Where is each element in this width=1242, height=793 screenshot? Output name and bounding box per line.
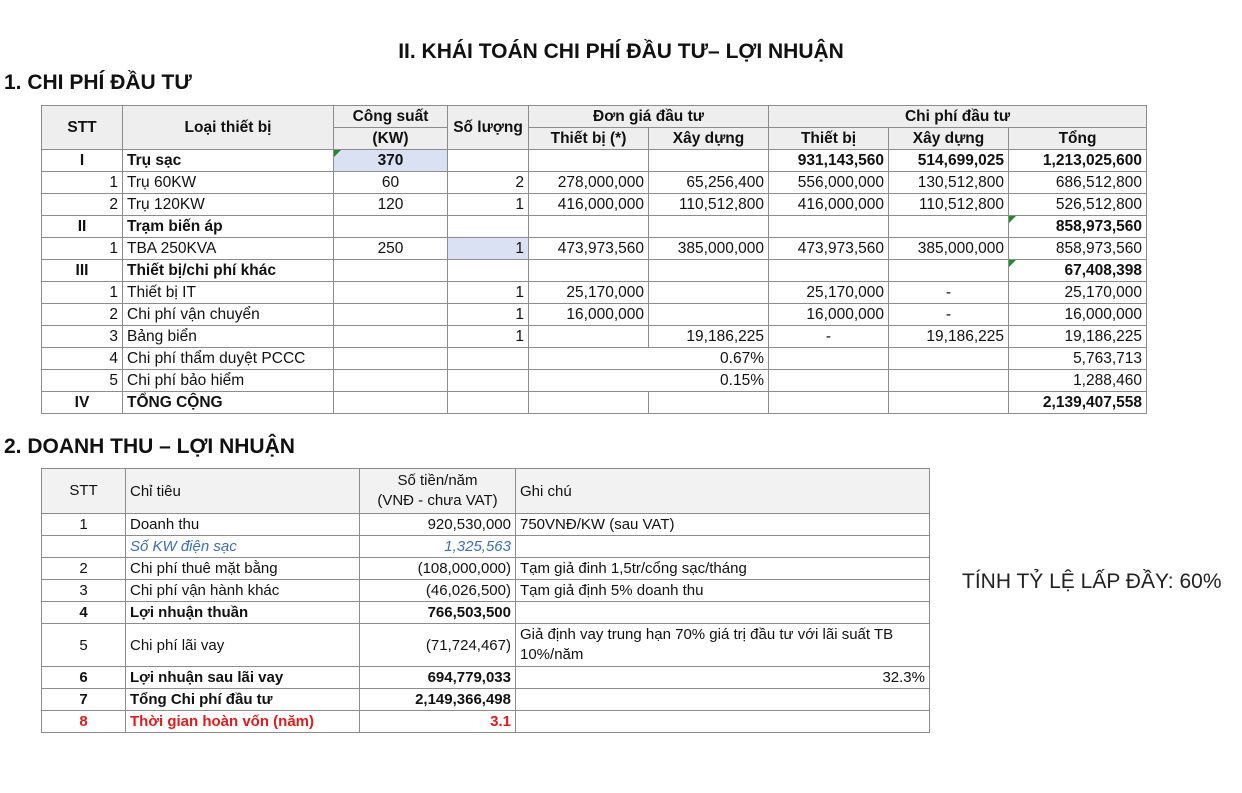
indicator-cell: Lợi nhuận sau lãi vay xyxy=(126,667,360,689)
stt-cell: 3 xyxy=(42,326,123,348)
capacity-cell xyxy=(334,392,448,414)
cost-equipment-cell: 931,143,560 xyxy=(769,150,889,172)
header-unit-equipment: Thiết bị (*) xyxy=(529,128,649,150)
capacity-cell xyxy=(334,304,448,326)
stt-cell: I xyxy=(42,150,123,172)
table-row xyxy=(42,194,1147,216)
capacity-cell xyxy=(334,282,448,304)
total-cell: 686,512,800 xyxy=(1009,172,1147,194)
note-cell xyxy=(516,602,930,624)
unit-construction-cell xyxy=(649,260,769,282)
capacity-cell xyxy=(334,370,448,392)
total-cell: 1,213,025,600 xyxy=(1009,150,1147,172)
stt-cell: 1 xyxy=(42,172,123,194)
indicator-cell: Lợi nhuận thuần xyxy=(126,602,360,624)
page-title: II. KHÁI TOÁN CHI PHÍ ĐẦU TƯ– LỢI NHUẬN xyxy=(398,40,844,63)
header-indicator: Chỉ tiêu xyxy=(126,469,360,514)
stt-cell: 1 xyxy=(42,238,123,260)
stt-cell: 2 xyxy=(42,304,123,326)
note-cell: Tạm giả đinh 1,5tr/cổng sạc/tháng xyxy=(516,558,930,580)
stt-cell: IV xyxy=(42,392,123,414)
unit-equipment-cell xyxy=(529,392,649,414)
item-name: Chi phí vận chuyển xyxy=(123,304,334,326)
amount-cell: (108,000,000) xyxy=(360,558,516,580)
note-cell: Giả định vay trung hạn 70% giá trị đầu tư với lãi suất TB 10%/năm xyxy=(516,624,930,667)
quantity-cell xyxy=(448,150,529,172)
revenue-table xyxy=(41,468,930,733)
header-cost-construction: Xây dựng xyxy=(889,128,1009,150)
note-cell xyxy=(516,689,930,711)
header-quantity: Số lượng xyxy=(448,106,529,150)
total-cell: 858,973,560 xyxy=(1009,238,1147,260)
note-cell xyxy=(516,536,930,558)
stt-cell: 5 xyxy=(42,624,126,667)
stt-cell: 5 xyxy=(42,370,123,392)
item-name: TBA 250KVA xyxy=(123,238,334,260)
header-capacity-unit: (KW) xyxy=(334,128,448,150)
table-row xyxy=(42,304,1147,326)
stt-cell: 6 xyxy=(42,667,126,689)
table-row xyxy=(42,370,1147,392)
stt-cell xyxy=(42,536,126,558)
unit-equipment-cell: 25,170,000 xyxy=(529,282,649,304)
unit-construction-cell xyxy=(649,282,769,304)
quantity-cell: 1 xyxy=(448,282,529,304)
table-row xyxy=(42,216,1147,238)
amount-cell: 920,530,000 xyxy=(360,514,516,536)
cost-construction-cell: 19,186,225 xyxy=(889,326,1009,348)
unit-equipment-cell xyxy=(529,150,649,172)
cost-equipment-cell xyxy=(769,370,889,392)
stt-cell: 3 xyxy=(42,580,126,602)
section-title-investment: 1. CHI PHÍ ĐẦU TƯ xyxy=(4,71,192,94)
total-cell: 19,186,225 xyxy=(1009,326,1147,348)
unit-equipment-cell: 16,000,000 xyxy=(529,304,649,326)
header-capacity: Công suất xyxy=(334,106,448,128)
table-row xyxy=(42,392,1147,414)
total-cell: 2,139,407,558 xyxy=(1009,392,1147,414)
table-row xyxy=(42,326,1147,348)
cost-construction-cell xyxy=(889,370,1009,392)
cost-construction-cell: - xyxy=(889,282,1009,304)
table-row xyxy=(42,514,930,536)
indicator-cell: Thời gian hoàn vốn (năm) xyxy=(126,711,360,733)
header-stt: STT xyxy=(42,469,126,514)
table-row xyxy=(42,558,930,580)
header-amount-line2: (VNĐ - chưa VAT) xyxy=(377,492,498,509)
capacity-cell: 60 xyxy=(334,172,448,194)
table-row xyxy=(42,172,1147,194)
header-unit-price: Đơn giá đầu tư xyxy=(529,106,769,128)
amount-cell: 1,325,563 xyxy=(360,536,516,558)
indicator-cell: Số KW điện sạc xyxy=(126,536,360,558)
amount-cell: 2,149,366,498 xyxy=(360,689,516,711)
quantity-cell xyxy=(448,348,529,370)
unit-equipment-cell xyxy=(529,326,649,348)
stt-cell: 1 xyxy=(42,514,126,536)
table-row xyxy=(42,150,1147,172)
unit-equipment-cell: 416,000,000 xyxy=(529,194,649,216)
unit-rate-cell: 0.15% xyxy=(529,370,769,392)
note-cell: Tạm giả định 5% doanh thu xyxy=(516,580,930,602)
cost-equipment-cell: - xyxy=(769,326,889,348)
cost-equipment-cell xyxy=(769,348,889,370)
cost-equipment-cell: 416,000,000 xyxy=(769,194,889,216)
table-row xyxy=(42,260,1147,282)
amount-cell: (71,724,467) xyxy=(360,624,516,667)
stt-cell: 8 xyxy=(42,711,126,733)
amount-cell: 3.1 xyxy=(360,711,516,733)
quantity-cell: 2 xyxy=(448,172,529,194)
cost-construction-cell: 130,512,800 xyxy=(889,172,1009,194)
quantity-cell: 1 xyxy=(448,326,529,348)
unit-construction-cell: 19,186,225 xyxy=(649,326,769,348)
table-row xyxy=(42,282,1147,304)
header-unit-construction: Xây dựng xyxy=(649,128,769,150)
item-name: Chi phí bảo hiểm xyxy=(123,370,334,392)
capacity-cell: 370 xyxy=(334,150,448,172)
note-cell: 750VNĐ/KW (sau VAT) xyxy=(516,514,930,536)
header-note: Ghi chú xyxy=(516,469,930,514)
cost-construction-cell xyxy=(889,348,1009,370)
cost-construction-cell xyxy=(889,216,1009,238)
cost-construction-cell xyxy=(889,392,1009,414)
cost-construction-cell: 385,000,000 xyxy=(889,238,1009,260)
stt-cell: III xyxy=(42,260,123,282)
header-total: Tổng xyxy=(1009,128,1147,150)
total-cell: 526,512,800 xyxy=(1009,194,1147,216)
indicator-cell: Doanh thu xyxy=(126,514,360,536)
table-row xyxy=(42,711,930,733)
cost-equipment-cell: 473,973,560 xyxy=(769,238,889,260)
capacity-cell xyxy=(334,326,448,348)
unit-equipment-cell: 278,000,000 xyxy=(529,172,649,194)
cost-equipment-cell: 25,170,000 xyxy=(769,282,889,304)
capacity-cell: 250 xyxy=(334,238,448,260)
quantity-cell: 1 xyxy=(448,304,529,326)
indicator-cell: Tổng Chi phí đầu tư xyxy=(126,689,360,711)
stt-cell: 4 xyxy=(42,602,126,624)
capacity-cell xyxy=(334,260,448,282)
header-equipment-type: Loại thiết bị xyxy=(123,106,334,150)
cost-equipment-cell xyxy=(769,216,889,238)
unit-equipment-cell: 473,973,560 xyxy=(529,238,649,260)
total-cell: 5,763,713 xyxy=(1009,348,1147,370)
quantity-cell xyxy=(448,260,529,282)
header-amount xyxy=(360,469,516,514)
unit-construction-cell xyxy=(649,216,769,238)
unit-construction-cell xyxy=(649,392,769,414)
table-row xyxy=(42,624,930,667)
item-name: Trụ 60KW xyxy=(123,172,334,194)
header-investment-cost: Chi phí đầu tư xyxy=(769,106,1147,128)
note-cell xyxy=(516,711,930,733)
unit-construction-cell: 385,000,000 xyxy=(649,238,769,260)
indicator-cell: Chi phí thuê mặt bằng xyxy=(126,558,360,580)
stt-cell: 2 xyxy=(42,194,123,216)
table-row xyxy=(42,348,1147,370)
total-cell: 16,000,000 xyxy=(1009,304,1147,326)
item-name: Bảng biển xyxy=(123,326,334,348)
item-name: Chi phí thẩm duyệt PCCC xyxy=(123,348,334,370)
header-cost-equipment: Thiết bị xyxy=(769,128,889,150)
cost-equipment-cell: 16,000,000 xyxy=(769,304,889,326)
unit-construction-cell: 65,256,400 xyxy=(649,172,769,194)
item-name: Thiết bị IT xyxy=(123,282,334,304)
unit-rate-cell: 0.67% xyxy=(529,348,769,370)
item-name: Trụ 120KW xyxy=(123,194,334,216)
stt-cell: 4 xyxy=(42,348,123,370)
note-cell: 32.3% xyxy=(516,667,930,689)
capacity-cell: 120 xyxy=(334,194,448,216)
stt-cell: 7 xyxy=(42,689,126,711)
cost-construction-cell xyxy=(889,260,1009,282)
total-cell: 67,408,398 xyxy=(1009,260,1147,282)
item-name: Trạm biến áp xyxy=(123,216,334,238)
table-row xyxy=(42,580,930,602)
amount-cell: (46,026,500) xyxy=(360,580,516,602)
indicator-cell: Chi phí vận hành khác xyxy=(126,580,360,602)
table-row xyxy=(42,667,930,689)
header-stt: STT xyxy=(42,106,123,150)
total-cell: 858,973,560 xyxy=(1009,216,1147,238)
cost-construction-cell: 110,512,800 xyxy=(889,194,1009,216)
amount-cell: 694,779,033 xyxy=(360,667,516,689)
amount-cell: 766,503,500 xyxy=(360,602,516,624)
item-name: Thiết bị/chi phí khác xyxy=(123,260,334,282)
unit-construction-cell: 110,512,800 xyxy=(649,194,769,216)
capacity-cell xyxy=(334,348,448,370)
indicator-cell: Chi phí lãi vay xyxy=(126,624,360,667)
table-row xyxy=(42,602,930,624)
quantity-cell xyxy=(448,392,529,414)
quantity-cell: 1 xyxy=(448,238,529,260)
section-title-revenue: 2. DOANH THU – LỢI NHUẬN xyxy=(4,435,295,458)
investment-table xyxy=(41,105,1147,414)
stt-cell: 2 xyxy=(42,558,126,580)
stt-cell: II xyxy=(42,216,123,238)
capacity-cell xyxy=(334,216,448,238)
fill-rate-note: TÍNH TỶ LỆ LẤP ĐẦY: 60% xyxy=(962,570,1222,593)
unit-construction-cell xyxy=(649,304,769,326)
stt-cell: 1 xyxy=(42,282,123,304)
quantity-cell: 1 xyxy=(448,194,529,216)
table-row xyxy=(42,238,1147,260)
cost-equipment-cell xyxy=(769,392,889,414)
item-name: Trụ sạc xyxy=(123,150,334,172)
header-amount-line1: Số tiền/năm xyxy=(397,472,478,489)
cost-construction-cell: - xyxy=(889,304,1009,326)
table-row xyxy=(42,536,930,558)
quantity-cell xyxy=(448,216,529,238)
cost-equipment-cell xyxy=(769,260,889,282)
cost-construction-cell: 514,699,025 xyxy=(889,150,1009,172)
unit-equipment-cell xyxy=(529,260,649,282)
total-cell: 1,288,460 xyxy=(1009,370,1147,392)
unit-construction-cell xyxy=(649,150,769,172)
item-name: TỔNG CỘNG xyxy=(123,392,334,414)
quantity-cell xyxy=(448,370,529,392)
unit-equipment-cell xyxy=(529,216,649,238)
cost-equipment-cell: 556,000,000 xyxy=(769,172,889,194)
total-cell: 25,170,000 xyxy=(1009,282,1147,304)
table-row xyxy=(42,689,930,711)
